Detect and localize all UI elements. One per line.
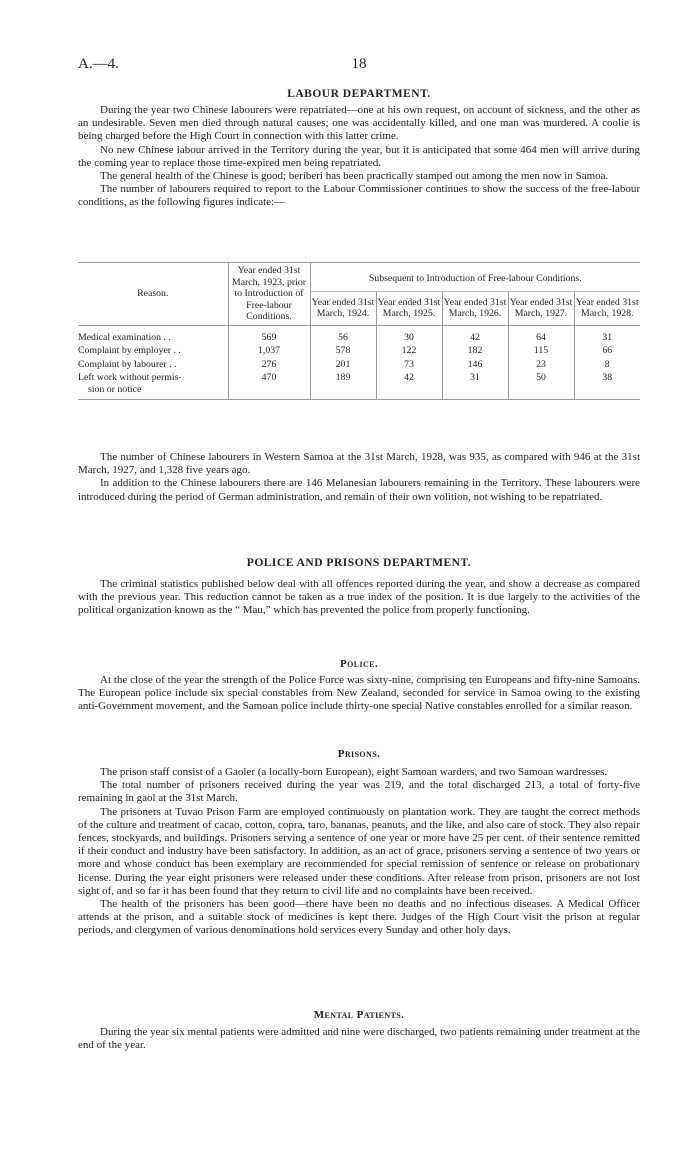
cell: 73: [376, 359, 442, 373]
paragraph: The criminal statistics published below deal with all offences reported during the year, and show a decrease as compared with the previous year. This reduction cannot be taken as a true index of the position. It is due largely to the activities of the political organization known as the “ Mau,” which has prevented the police from properly functioning.: [78, 578, 640, 617]
subsection-title-mental-patients: Mental Patients.: [313, 1009, 405, 1021]
header-subsequent: Subsequent to Introduction of Free-labour Conditions.: [310, 263, 640, 292]
paragraph: In addition to the Chinese labourers there are 146 Melanesian labourers remaining in the Territory. These labourers were introduced during the period of German administration, and remain of their own volition, not wishing to be repatriated.: [78, 477, 640, 503]
paragraph: The general health of the Chinese is good; beriberi has been practically stamped out among the men now in Samoa.: [100, 170, 609, 183]
cell: 50: [508, 372, 574, 400]
subsection-title-prisons: Prisons.: [337, 748, 381, 760]
header-prior-year: Year ended 31st March, 1923, prior to Introduction of Free-labour Conditions.: [228, 263, 310, 326]
chinese-labour-text: [78, 451, 640, 504]
row-reason: Complaint by labourer . .: [78, 358, 177, 370]
cell: 42: [442, 325, 508, 345]
cell: 42: [376, 372, 442, 400]
document-reference: A.—4.: [78, 56, 119, 72]
paragraph: The prison staff consist of a Gaoler (a locally-born European), eight Samoan warders, and two Samoan wardresses.: [100, 766, 608, 778]
paragraph: The health of the prisoners has been good—there have been no deaths and no infectious diseases. A Medical Officer attends at the prison, and a suitable stock of medicines is kept there. Judges of the High Court visit the prison at regular periods, and clergymen of various denominations hold services every Sunday and other holy days.: [78, 898, 640, 937]
cell: 30: [376, 325, 442, 345]
mental-patients-text: [78, 1026, 640, 1052]
header-year-1927: Year ended 31st March, 1927.: [508, 292, 574, 325]
cell: 578: [310, 345, 376, 359]
cell: 23: [508, 359, 574, 373]
police-prisons-text: [78, 578, 640, 618]
paragraph: The prisoners at Tuvao Prison Farm are employed continuously on plantation work. They are taught the correct methods of the culture and treatment of cacao, cotton, copra, taro, bananas, peanuts, and the like, and also care of stock. They also repair fences, stockyards, and buildings. Prisoners serving a sentence of one year or more have 25 per cent. of their sentence remitted if their conduct and industry have been satisfactory. In addition, as an act of grace, prisoners serving a sentence of two years or more and whose conduct has been exemplary are recommended for special remission of sentence or release on probationary license. During the year eight prisoners were released under these conditions. After release from prison, prisoners are not lost sight of, and so far it has been found that they return to civil life and no complaints have been received.: [78, 805, 640, 897]
row-reason: [78, 372, 228, 400]
header-year-1925: Year ended 31st March, 1925.: [376, 292, 442, 325]
cell: 470: [228, 372, 310, 400]
paragraph: No new Chinese labour arrived in the Territory during the year, but it is anticipated that some 464 men will arrive during the coming year to replace those time-expired men being repatriated.: [78, 143, 640, 169]
page-number: 18: [351, 56, 367, 72]
paragraph: The total number of prisoners received during the year was 219, and the total discharged 213, a total of forty-five remaining in gaol at the 31st March.: [78, 779, 640, 805]
cell: 201: [310, 359, 376, 373]
row-reason-line1: Left work without permis-: [78, 372, 182, 383]
cell: 122: [376, 345, 442, 359]
cell: 56: [310, 325, 376, 345]
row-reason: Medical examination . .: [78, 331, 171, 343]
table-row: [78, 345, 640, 359]
cell: 1,037: [228, 345, 310, 359]
cell: 189: [310, 372, 376, 400]
header-year-1926: Year ended 31st March, 1926.: [442, 292, 508, 325]
police-text: [78, 674, 640, 714]
section-title-police-prisons: POLICE AND PRISONS DEPARTMENT.: [246, 557, 472, 569]
cell: 31: [442, 372, 508, 400]
header-reason: Reason.: [78, 263, 228, 326]
cell: 64: [508, 325, 574, 345]
subsection-title-police: Police.: [339, 658, 379, 670]
cell: 8: [574, 359, 640, 373]
cell: 115: [508, 345, 574, 359]
row-reason-line2: sion or notice: [88, 383, 142, 395]
row-reason: Complaint by employer . .: [78, 345, 181, 356]
paragraph: At the close of the year the strength of the Police Force was sixty-nine, comprising ten Europeans and fifty-nine Samoans. The European police include six special constables from New Zealand, seconded for service in Samoa owing to the existing anti-Government movement, and the Samoan police include thirty-one special Native constables enrolled for a similar reason.: [78, 674, 640, 713]
header-year-1928: Year ended 31st March, 1928.: [574, 292, 640, 325]
paragraph: The number of Chinese labourers in Western Samoa at the 31st March, 1928, was 935, as compared with 946 at the 31st March, 1927, and 1,328 five years ago.: [78, 451, 640, 477]
cell: 146: [442, 359, 508, 373]
table-row: [78, 359, 640, 373]
prisons-text: [78, 766, 640, 938]
cell: 31: [574, 325, 640, 345]
cell: 182: [442, 345, 508, 359]
page-header: [78, 56, 640, 76]
cell: 66: [574, 345, 640, 359]
labour-text: [78, 104, 640, 210]
table-row: [78, 325, 640, 345]
table-row: [78, 372, 640, 400]
header-year-1924: Year ended 31st March, 1924.: [310, 292, 376, 325]
paragraph: During the year two Chinese labourers were repatriated—one at his own request, on account of sickness, and the other as an undesirable. Seven men died through natural causes; one was accidentally killed, and one man was murdered. A coolie is being charged before the High Court in connection with this latter crime.: [78, 104, 640, 143]
cell: 569: [228, 325, 310, 345]
labour-table: [78, 262, 640, 400]
section-title-labour: LABOUR DEPARTMENT.: [287, 88, 431, 100]
cell: 276: [228, 359, 310, 373]
paragraph: During the year six mental patients were admitted and nine were discharged, two patients remaining under treatment at the end of the year.: [78, 1026, 640, 1052]
cell: 38: [574, 372, 640, 400]
paragraph: The number of labourers required to report to the Labour Commissioner continues to show the success of the free-labour conditions, as the following figures indicate:—: [78, 183, 640, 209]
